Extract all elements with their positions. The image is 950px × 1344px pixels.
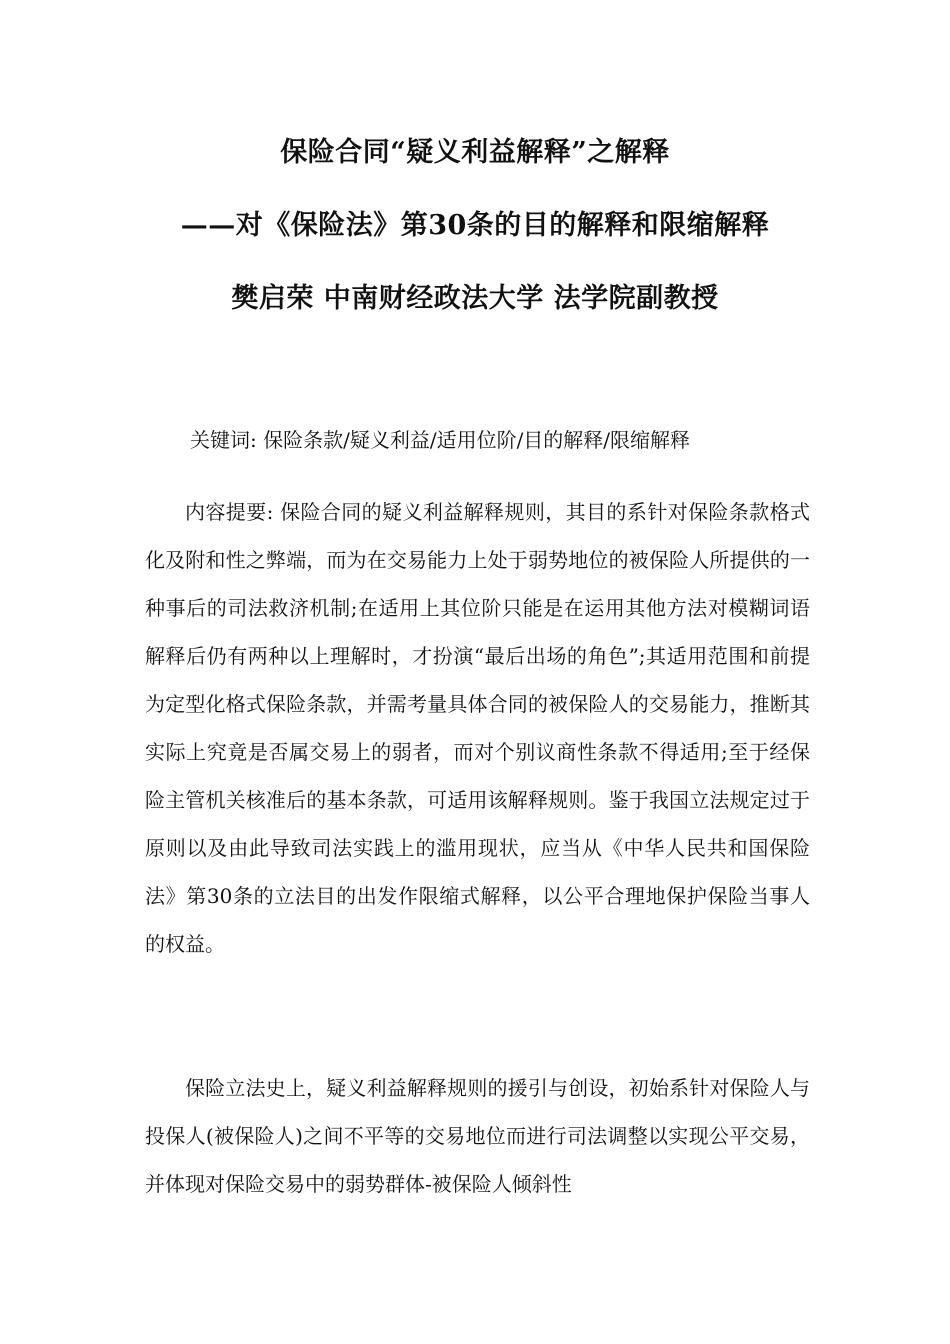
author-affiliation: 樊启荣 中南财经政法大学 法学院副教授 <box>231 283 719 314</box>
abstract-paragraph <box>145 488 810 968</box>
document-title: 保险合同“疑义利益解释”之解释 <box>280 137 670 168</box>
body-paragraph <box>145 1064 810 1208</box>
document-subtitle: ——对《保险法》第30条的目的解释和限缩解释 <box>180 210 770 241</box>
body-paragraph-text: 保险立法史上，疑义利益解释规则的援引与创设，初始系针对保险人与投保人(被保险人)之间不平等的交易地位而进行司法调整以实现公平交易，并体现对保险交易中的弱势群体-被保险人倾斜性 <box>145 1076 810 1196</box>
abstract-text: 内容提要: 保险合同的疑义利益解释规则，其目的系针对保险条款格式化及附和性之弊端，而为在交易能力上处于弱势地位的被保险人所提供的一种事后的司法救济机制;在适用上其位阶只能是在运用其他方法对模糊词语解释后仍有两种以上理解时，才扮演“最后出场的角色”;其适用范围和前提为定型化格式保险条款，并需考量具体合同的被保险人的交易能力，推断其实际上究竟是否属交易上的弱者，而对个别议商性条款不得适用;至于经保险主管机关核准后的基本条款，可适用该解释规则。鉴于我国立法规定过于原则以及由此导致司法实践上的滥用现状，应当从《中华人民共和国保险法》第30条的立法目的出发作限缩式解释，以公平合理地保护保险当事人的权益。 <box>145 500 810 956</box>
keywords-line: 关键词: 保险条款/疑义利益/适用位阶/目的解释/限缩解释 <box>190 428 691 452</box>
title-block <box>0 128 950 347</box>
